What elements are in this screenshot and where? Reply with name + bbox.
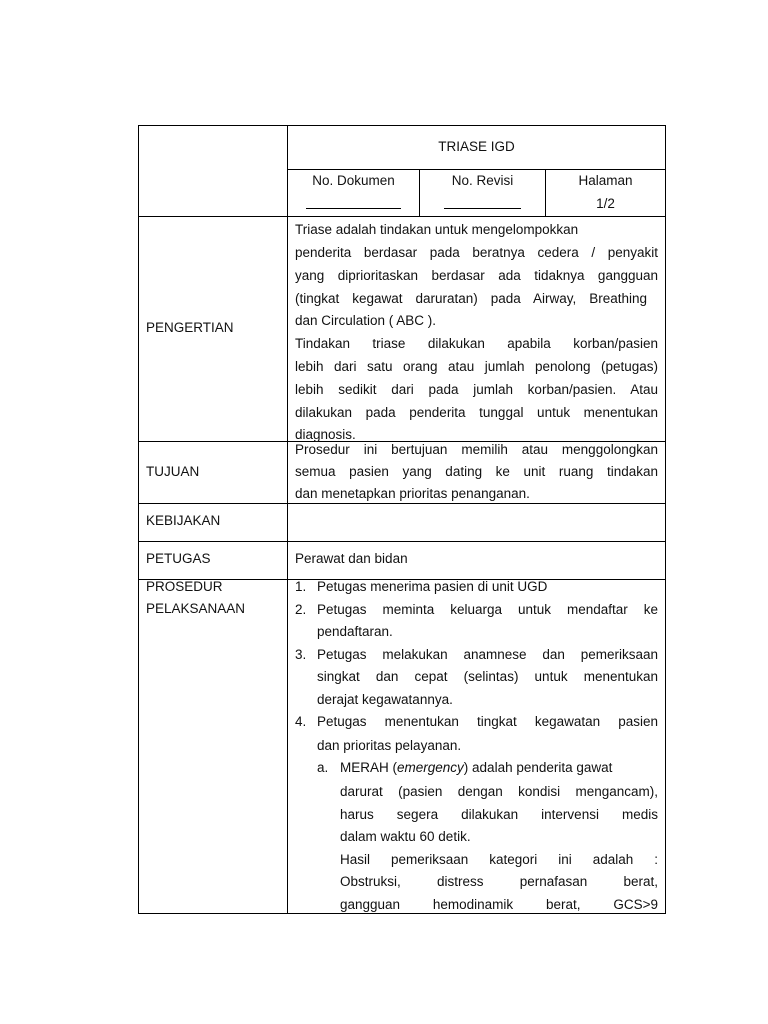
step-text: Petugas melakukan anamnese dan pemeriksaan (317, 647, 658, 662)
pengertian-line: lebih dari satu orang atau jumlah penolong (petugas) (295, 359, 658, 374)
sub-item-letter: a. (317, 760, 329, 775)
sub-item-first-line (340, 758, 658, 778)
step-number: 2. (295, 602, 307, 617)
pengertian-line: lebih sedikit dari pada jumlah korban/pasien. Atau (295, 382, 658, 397)
table-border-top (138, 125, 666, 126)
step-text: singkat dan cepat (selintas) untuk menentukan (317, 669, 658, 684)
prosedur-label: PELAKSANAAN (146, 601, 246, 616)
kebijakan-bottom-border (138, 541, 666, 542)
sub-item-text: harus segera dilakukan intervensi medis (340, 807, 658, 822)
petugas-label: PETUGAS (146, 551, 211, 566)
doc-number-blank (306, 195, 401, 215)
table-border-right (665, 125, 666, 914)
page-label: Halaman (578, 173, 633, 188)
label-column-divider (287, 125, 288, 914)
step-text: dan prioritas pelayanan. (317, 738, 462, 753)
sub-item-tail: ) adalah penderita gawat (463, 760, 613, 775)
revision-label: No. Revisi (451, 173, 514, 188)
step-text: Petugas menentukan tingkat kegawatan pasien (317, 714, 658, 729)
document-title: TRIASE IGD (438, 139, 515, 154)
header-bottom-border (138, 216, 666, 217)
pengertian-label: PENGERTIAN (146, 320, 234, 335)
pengertian-line: dan Circulation ( ABC ). (295, 313, 437, 328)
sub-item-text: darurat (pasien dengan kondisi mengancam), (340, 784, 658, 799)
step-text: pendaftaran. (317, 624, 393, 639)
page-value: 1/2 (596, 196, 615, 211)
table-border-left (138, 125, 139, 914)
petugas-value: Perawat dan bidan (295, 551, 408, 566)
step-text: Petugas meminta keluarga untuk mendaftar ke (317, 602, 658, 617)
pengertian-line: dilakukan pada penderita tunggal untuk menentukan (295, 405, 658, 420)
step-number: 4. (295, 714, 307, 729)
pengertian-line: (tingkat kegawat daruratan) pada Airway, Breathing (295, 291, 647, 306)
sub-item-italic: emergency (397, 760, 464, 775)
step-text: derajat kegawatannya. (317, 692, 453, 707)
step-number: 1. (295, 579, 307, 594)
tujuan-line: semua pasien yang dating ke unit ruang tindakan (295, 464, 658, 479)
pengertian-line: diagnosis. (295, 427, 356, 442)
pengertian-line: Triase adalah tindakan untuk mengelompokkan (295, 222, 579, 237)
step-number: 3. (295, 647, 307, 662)
prosedur-label: PROSEDUR (146, 579, 223, 594)
kebijakan-label: KEBIJAKAN (146, 513, 221, 528)
pengertian-line: penderita berdasar pada beratnya cedera / penyakit (295, 245, 658, 260)
sub-item-text: Obstruksi, distress pernafasan berat, (340, 874, 658, 889)
tujuan-line: Prosedur ini bertujuan memilih atau menggolongkan (295, 442, 658, 457)
step-text: Petugas menerima pasien di unit UGD (317, 579, 548, 594)
sub-item-text: Hasil pemeriksaan kategori ini adalah : (340, 852, 658, 867)
pengertian-line: yang diprioritaskan berdasar ada tidaknya gangguan (295, 268, 658, 283)
doc-number-label: No. Dokumen (312, 173, 395, 188)
sub-item-text: dalam waktu 60 detik. (340, 829, 471, 844)
sub-item-text: gangguan hemodinamik berat, GCS>9 (340, 897, 658, 912)
sub-item-lead: MERAH ( (340, 760, 397, 775)
tujuan-line: dan menetapkan prioritas penanganan. (295, 486, 530, 501)
pengertian-line: Tindakan triase dilakukan apabila korban/pasien (295, 336, 658, 351)
revision-blank (444, 195, 521, 215)
header-title-divider (287, 169, 666, 170)
tujuan-label: TUJUAN (146, 464, 200, 479)
